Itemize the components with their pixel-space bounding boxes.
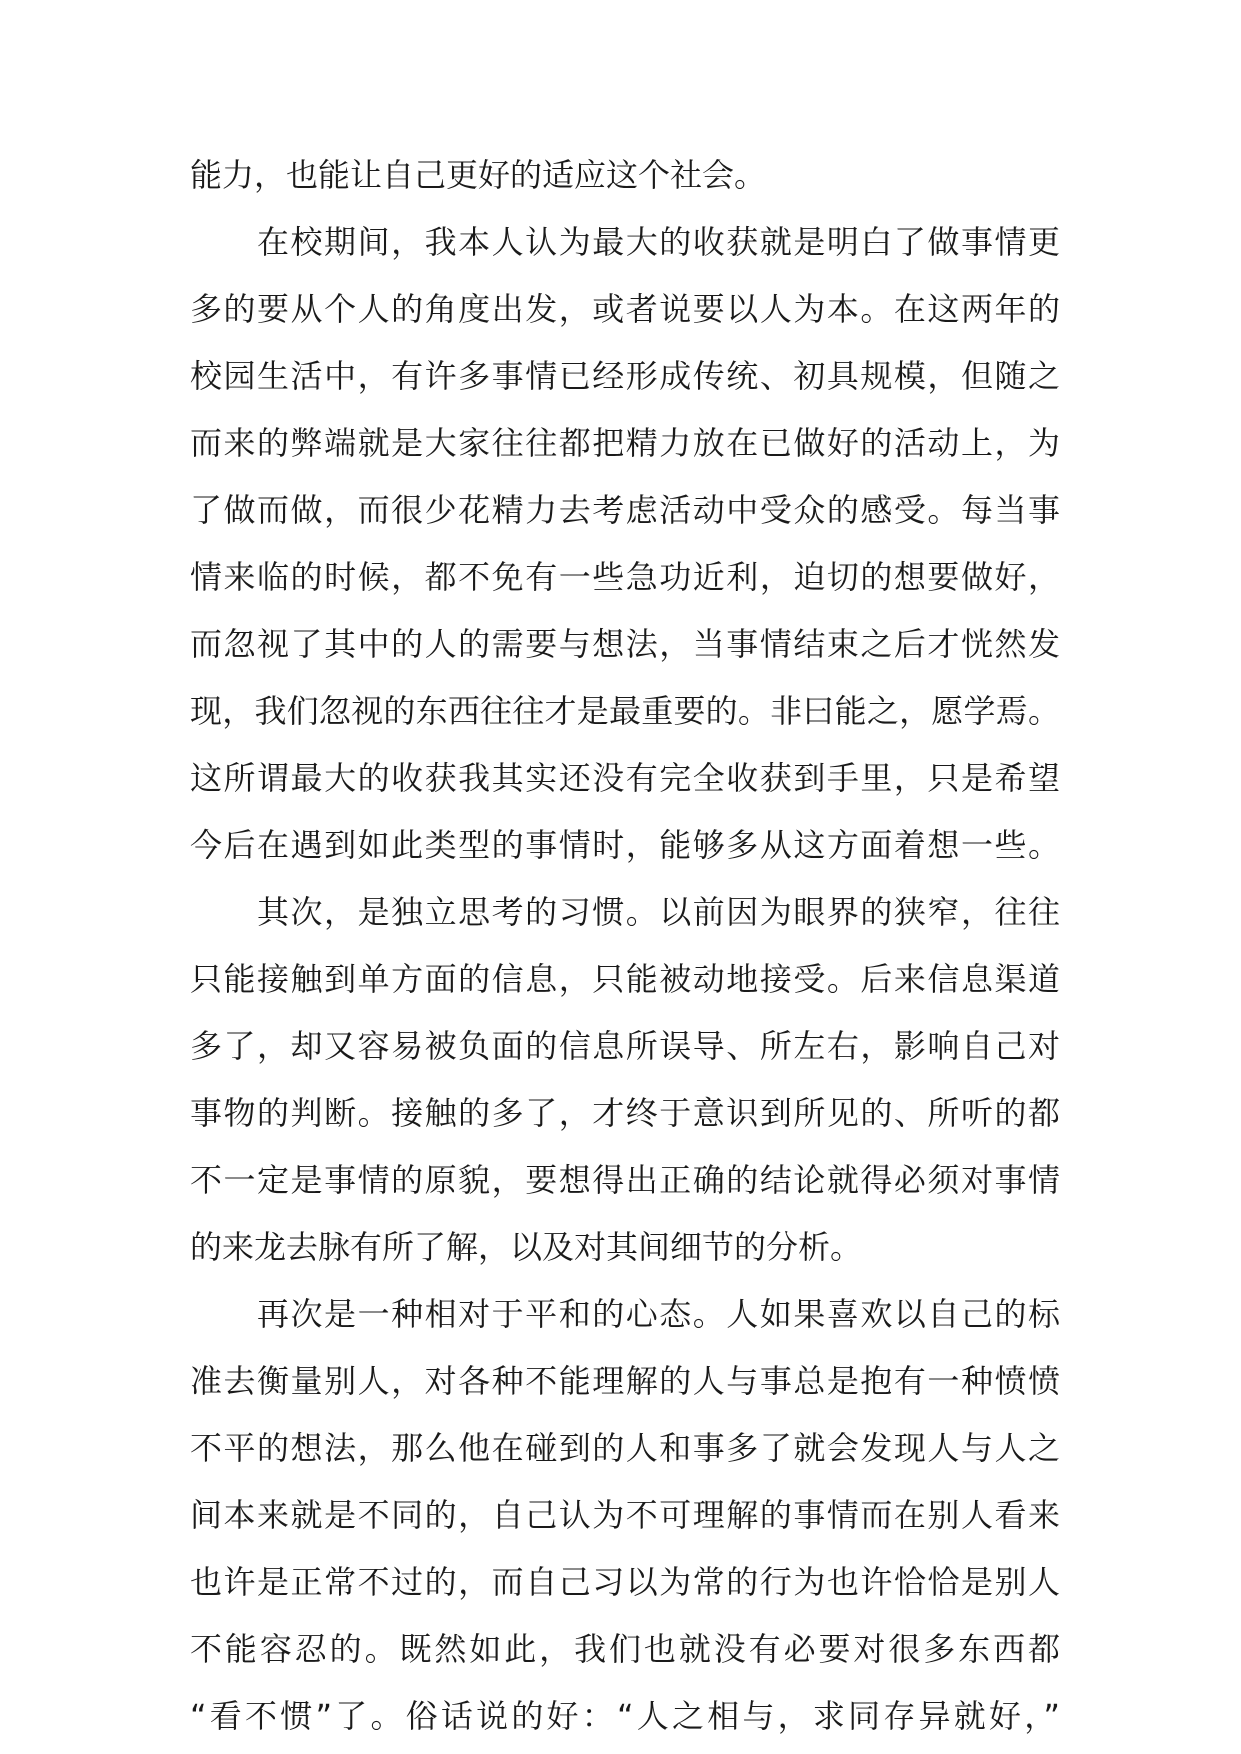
text-line: 今后在遇到如此类型的事情时，能够多从这方面着想一些。 (190, 826, 1060, 864)
text-line: 间本来就是不同的，自己认为不可理解的事情而在别人看来 (190, 1496, 1060, 1534)
text-line: 而来的弊端就是大家往往都把精力放在已做好的活动上，为 (190, 424, 1060, 462)
text-line: 不平的想法，那么他在碰到的人和事多了就会发现人与人之 (190, 1429, 1060, 1467)
text-line: 能力，也能让自己更好的适应这个社会。 (190, 156, 767, 194)
text-line: 事物的判断。接触的多了，才终于意识到所见的、所听的都 (190, 1094, 1060, 1132)
text-line: 这所谓最大的收获我其实还没有完全收获到手里，只是希望 (190, 759, 1060, 797)
text-line: 不一定是事情的原貌，要想得出正确的结论就得必须对事情 (190, 1161, 1060, 1199)
text-line: 只能接触到单方面的信息，只能被动地接受。后来信息渠道 (190, 960, 1060, 998)
text-line: 多了，却又容易被负面的信息所误导、所左右，影响自己对 (190, 1027, 1060, 1065)
text-line: “看不惯”了。俗话说的好：“人之相与，求同存异就好，” (190, 1697, 1060, 1735)
text-line: 情来临的时候，都不免有一些急功近利，迫切的想要做好， (190, 558, 1060, 596)
text-line: 准去衡量别人，对各种不能理解的人与事总是抱有一种愤愤 (190, 1362, 1060, 1400)
paragraph-first-line: 在校期间，我本人认为最大的收获就是明白了做事情更 (257, 223, 1060, 261)
text-line: 多的要从个人的角度出发，或者说要以人为本。在这两年的 (190, 290, 1060, 328)
text-line: 也许是正常不过的，而自己习以为常的行为也许恰恰是别人 (190, 1563, 1060, 1601)
text-line: 现，我们忽视的东西往往才是最重要的。非曰能之，愿学焉。 (190, 692, 1060, 730)
paragraph-first-line: 再次是一种相对于平和的心态。人如果喜欢以自己的标 (257, 1295, 1060, 1333)
text-line: 的来龙去脉有所了解，以及对其间细节的分析。 (190, 1228, 863, 1266)
text-line: 校园生活中，有许多事情已经形成传统、初具规模，但随之 (190, 357, 1060, 395)
paragraph-first-line: 其次，是独立思考的习惯。以前因为眼界的狭窄，往往 (257, 893, 1060, 931)
text-line: 不能容忍的。既然如此，我们也就没有必要对很多东西都 (190, 1630, 1060, 1668)
text-line: 而忽视了其中的人的需要与想法，当事情结束之后才恍然发 (190, 625, 1060, 663)
text-line: 了做而做，而很少花精力去考虑活动中受众的感受。每当事 (190, 491, 1060, 529)
